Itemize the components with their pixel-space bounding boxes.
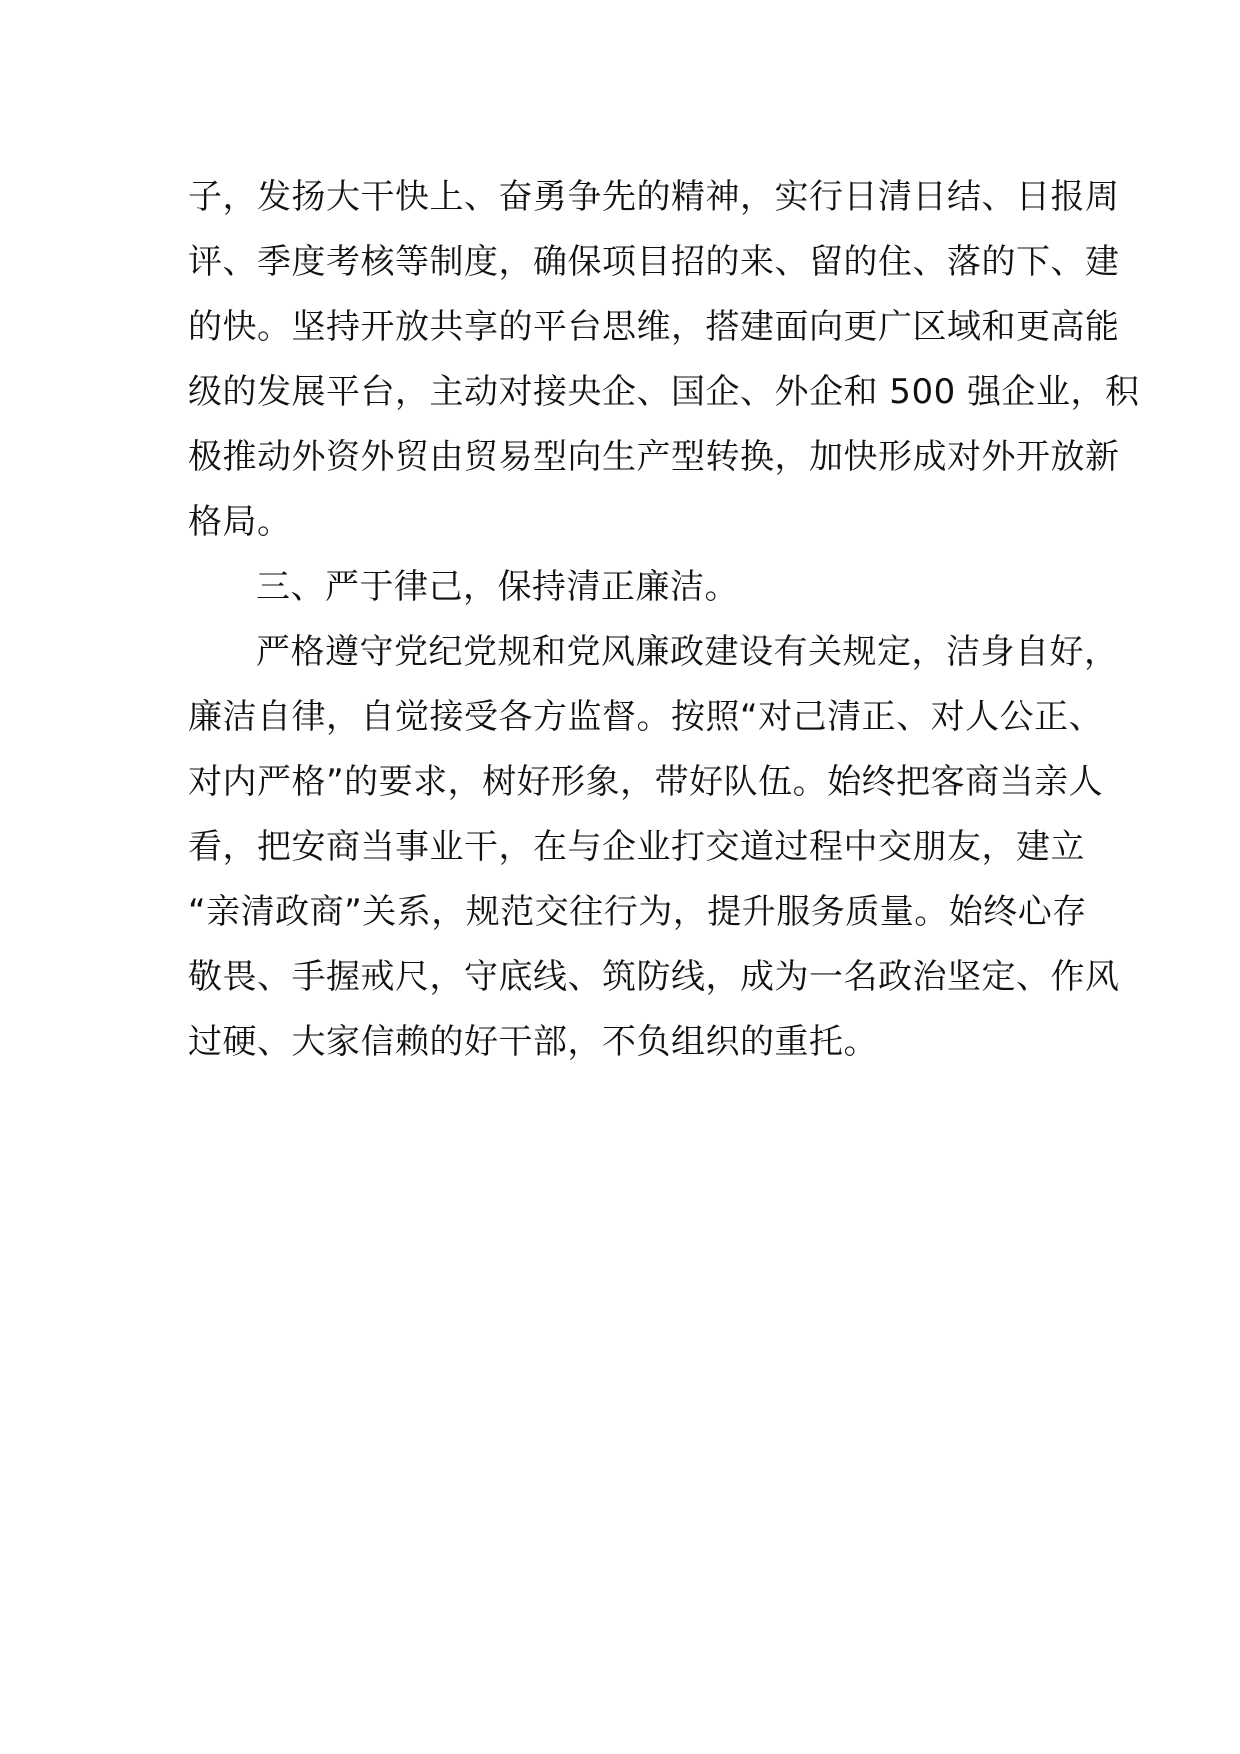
paragraph-line: 评、季度考核等制度，确保项目招的来、留的住、落的下、建 (188, 242, 1120, 282)
paragraph-line: 格局。 (188, 502, 292, 542)
paragraph-line: 对内严格”的要求，树好形象，带好队伍。始终把客商当亲人 (188, 762, 1104, 802)
document-body (188, 165, 1140, 1075)
paragraph-line: 看，把安商当事业干，在与企业打交道过程中交朋友，建立 (188, 827, 1085, 867)
paragraph-2 (188, 620, 1120, 1075)
paragraph-line: 敬畏、手握戒尺，守底线、筑防线，成为一名政治坚定、作风 (188, 957, 1120, 997)
paragraph-line: 严格遵守党纪党规和党风廉政建设有关规定，洁身自好， (256, 632, 1119, 672)
paragraph-line: 过硬、大家信赖的好干部，不负组织的重托。 (188, 1022, 878, 1062)
paragraph-line: 的快。坚持开放共享的平台思维，搭建面向更广区域和更高能 (188, 307, 1120, 347)
paragraph-1 (188, 165, 1140, 555)
paragraph-line: 级的发展平台，主动对接央企、国企、外企和 500 强企业，积 (188, 372, 1140, 412)
section-heading-text: 三、严于律己，保持清正廉洁。 (256, 567, 739, 607)
paragraph-line: 极推动外资外贸由贸易型向生产型转换，加快形成对外开放新 (188, 437, 1120, 477)
paragraph-line: “亲清政商”关系，规范交往行为，提升服务质量。始终心存 (188, 892, 1087, 932)
paragraph-line: 子，发扬大干快上、奋勇争先的精神，实行日清日结、日报周 (188, 177, 1120, 217)
section-heading (188, 555, 1060, 620)
paragraph-line: 廉洁自律，自觉接受各方监督。按照“对己清正、对人公正、 (188, 697, 1104, 737)
